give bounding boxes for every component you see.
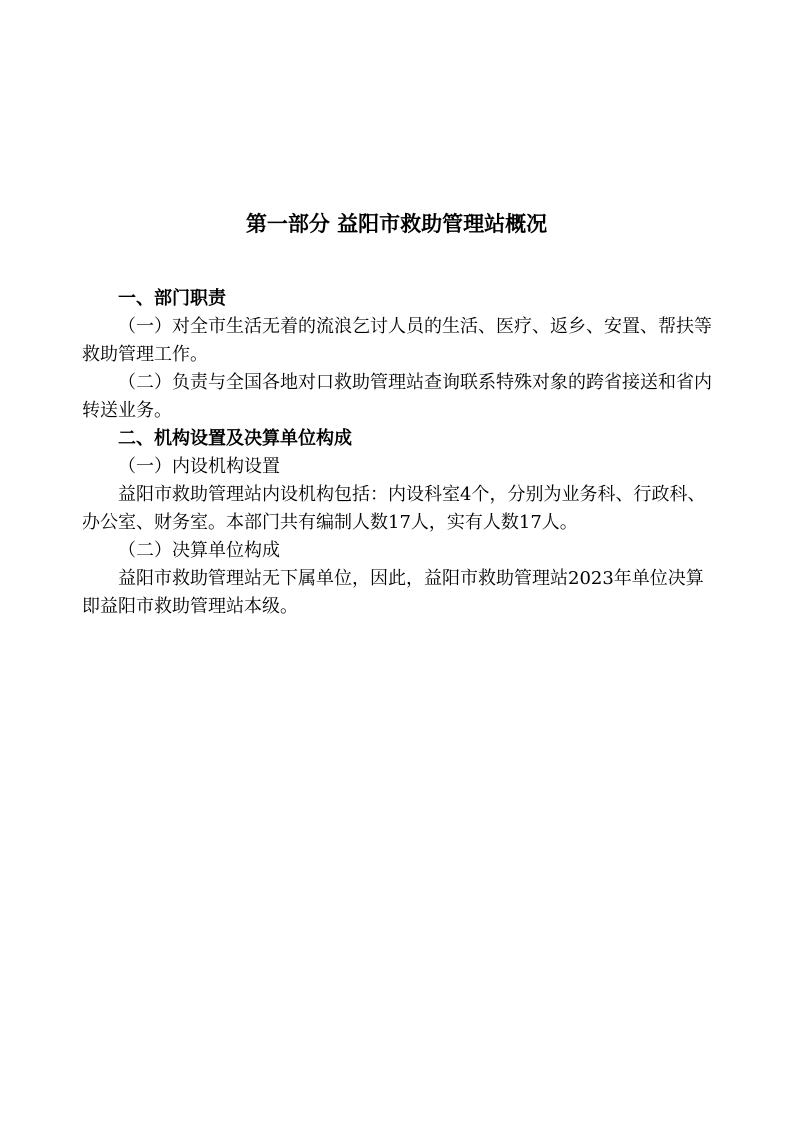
duty-paragraph-1: （一）对全市生活无着的流浪乞讨人员的生活、医疗、返乡、安置、帮扶等救助管理工作。 <box>82 316 712 365</box>
duty-paragraph-2: （二）负责与全国各地对口救助管理站查询联系特殊对象的跨省接送和省内转送业务。 <box>82 372 712 421</box>
section-heading-organization: 二、机构设置及决算单位构成 <box>118 428 352 449</box>
page-title: 第一部分 益阳市救助管理站概况 <box>245 212 548 236</box>
subsection-title-internal-structure: （一）内设机构设置 <box>118 456 280 477</box>
subsection-title-budget-units: （二）决算单位构成 <box>118 540 280 561</box>
document-body <box>82 285 712 621</box>
section-heading-duties: 一、部门职责 <box>118 288 226 309</box>
internal-structure-paragraph: 益阳市救助管理站内设机构包括：内设科室4个，分别为业务科、行政科、办公室、财务室。本部门共有编制人数17人，实有人数17人。 <box>82 484 706 533</box>
budget-units-paragraph: 益阳市救助管理站无下属单位，因此，益阳市救助管理站2023年单位决算即益阳市救助管理站本级。 <box>82 568 704 617</box>
